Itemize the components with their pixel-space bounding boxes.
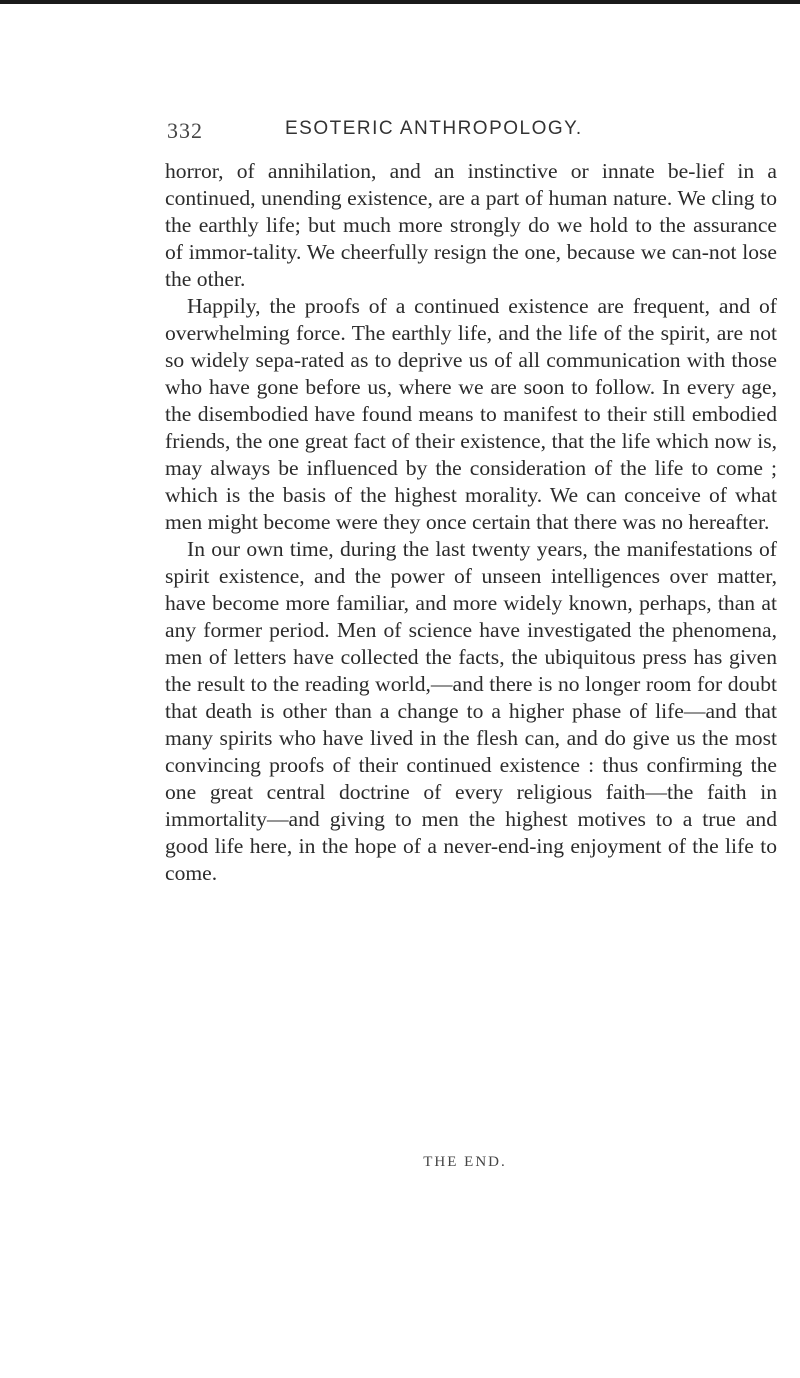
page-number: 332 xyxy=(167,118,203,143)
paragraph-1: horror, of annihilation, and an instinctive or innate be-lief in a continued, unending existence, are a part of human nature. We cling to the earthly life; but much more strongly do we hold to the assurance of immor-tality. We cheerfully resign the one, because we can-not lose the other. xyxy=(165,159,777,291)
running-title: ESOTERIC ANTHROPOLOGY. xyxy=(285,118,583,139)
paragraph-3: In our own time, during the last twenty years, the manifestations of spirit existence, and the power of unseen intelligences over matter, have become more familiar, and more widely known, perhaps, than at any former period. Men of science have investigated the phenomena, men of letters have collected the facts, the ubiquitous press has given the result to the reading world,—and there is no longer room for doubt that death is other than a change to a higher phase of life—and that many spirits who have lived in the flesh can, and do give us the most convincing proofs of their continued existence : thus confirming the one great central doctrine of every religious faith—the faith in immortality—and giving to men the highest motives to a true and good life here, in the hope of a never-end-ing enjoyment of the life to come. xyxy=(165,537,777,885)
page-header xyxy=(167,118,767,148)
end-mark: THE END. xyxy=(423,1154,507,1170)
body-text xyxy=(165,158,777,887)
page-top-edge xyxy=(0,0,800,4)
paragraph-2: Happily, the proofs of a continued existence are frequent, and of overwhelming force. The earthly life, and the life of the spirit, are not so widely sepa-rated as to deprive us of all communication with those who have gone before us, where we are soon to follow. In every age, the disembodied have found means to manifest to their still embodied friends, the one great fact of their existence, that the life which now is, may always be influenced by the consideration of the life to come ; which is the basis of the highest morality. We can conceive of what men might become were they once certain that there was no hereafter. xyxy=(165,294,777,534)
